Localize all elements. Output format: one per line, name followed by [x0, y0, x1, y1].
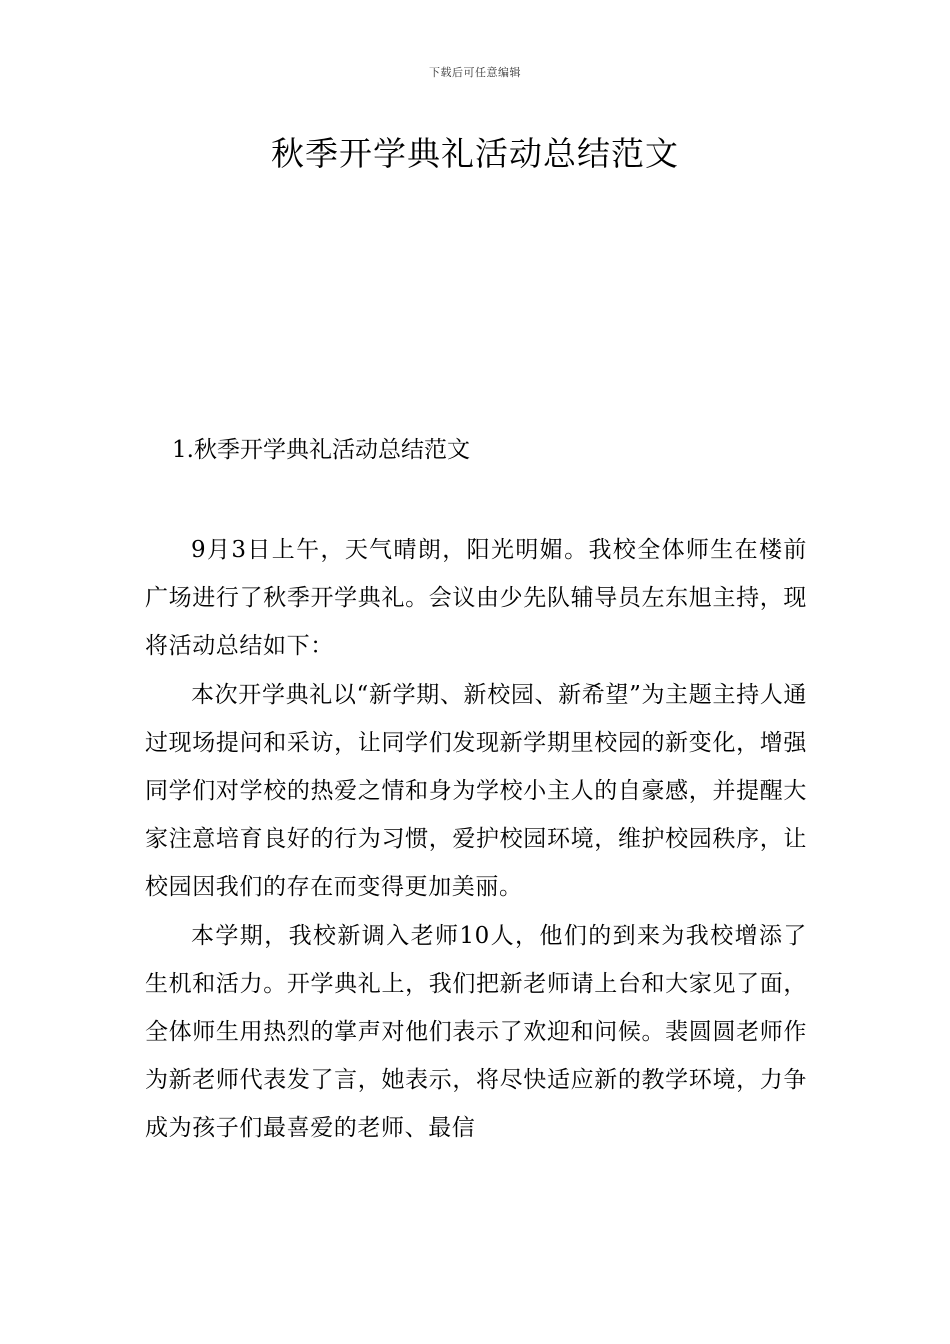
paragraph-3: 本学期，我校新调入老师10人，他们的到来为我校增添了生机和活力。开学典礼上，我们把新老师请上台和大家见了面，全体师生用热烈的掌声对他们表示了欢迎和问候。裴圆圆老师作为新老师代表发了言，她表示，将尽快适应新的教学环境，力争成为孩子们最喜爱的老师、最信	[145, 922, 807, 1142]
header-note: 下载后可任意编辑	[429, 66, 521, 79]
paragraph-2: 本次开学典礼以“新学期、新校园、新希望”为主题主持人通过现场提问和采访，让同学们发现新学期里校园的新变化，增强同学们对学校的热爱之情和身为学校小主人的自豪感，并提醒大家注意培育良好的行为习惯，爱护校园环境，维护校园秩序，让校园因我们的存在而变得更加美丽。	[145, 681, 807, 901]
paragraph-1: 9月3日上午，天气晴朗，阳光明媚。我校全体师生在楼前广场进行了秋季开学典礼。会议由少先队辅导员左东旭主持，现将活动总结如下：	[145, 537, 807, 660]
section-heading: 1.秋季开学典礼活动总结范文	[172, 437, 470, 463]
document-title: 秋季开学典礼活动总结范文	[271, 134, 679, 173]
document-body	[145, 526, 807, 1153]
